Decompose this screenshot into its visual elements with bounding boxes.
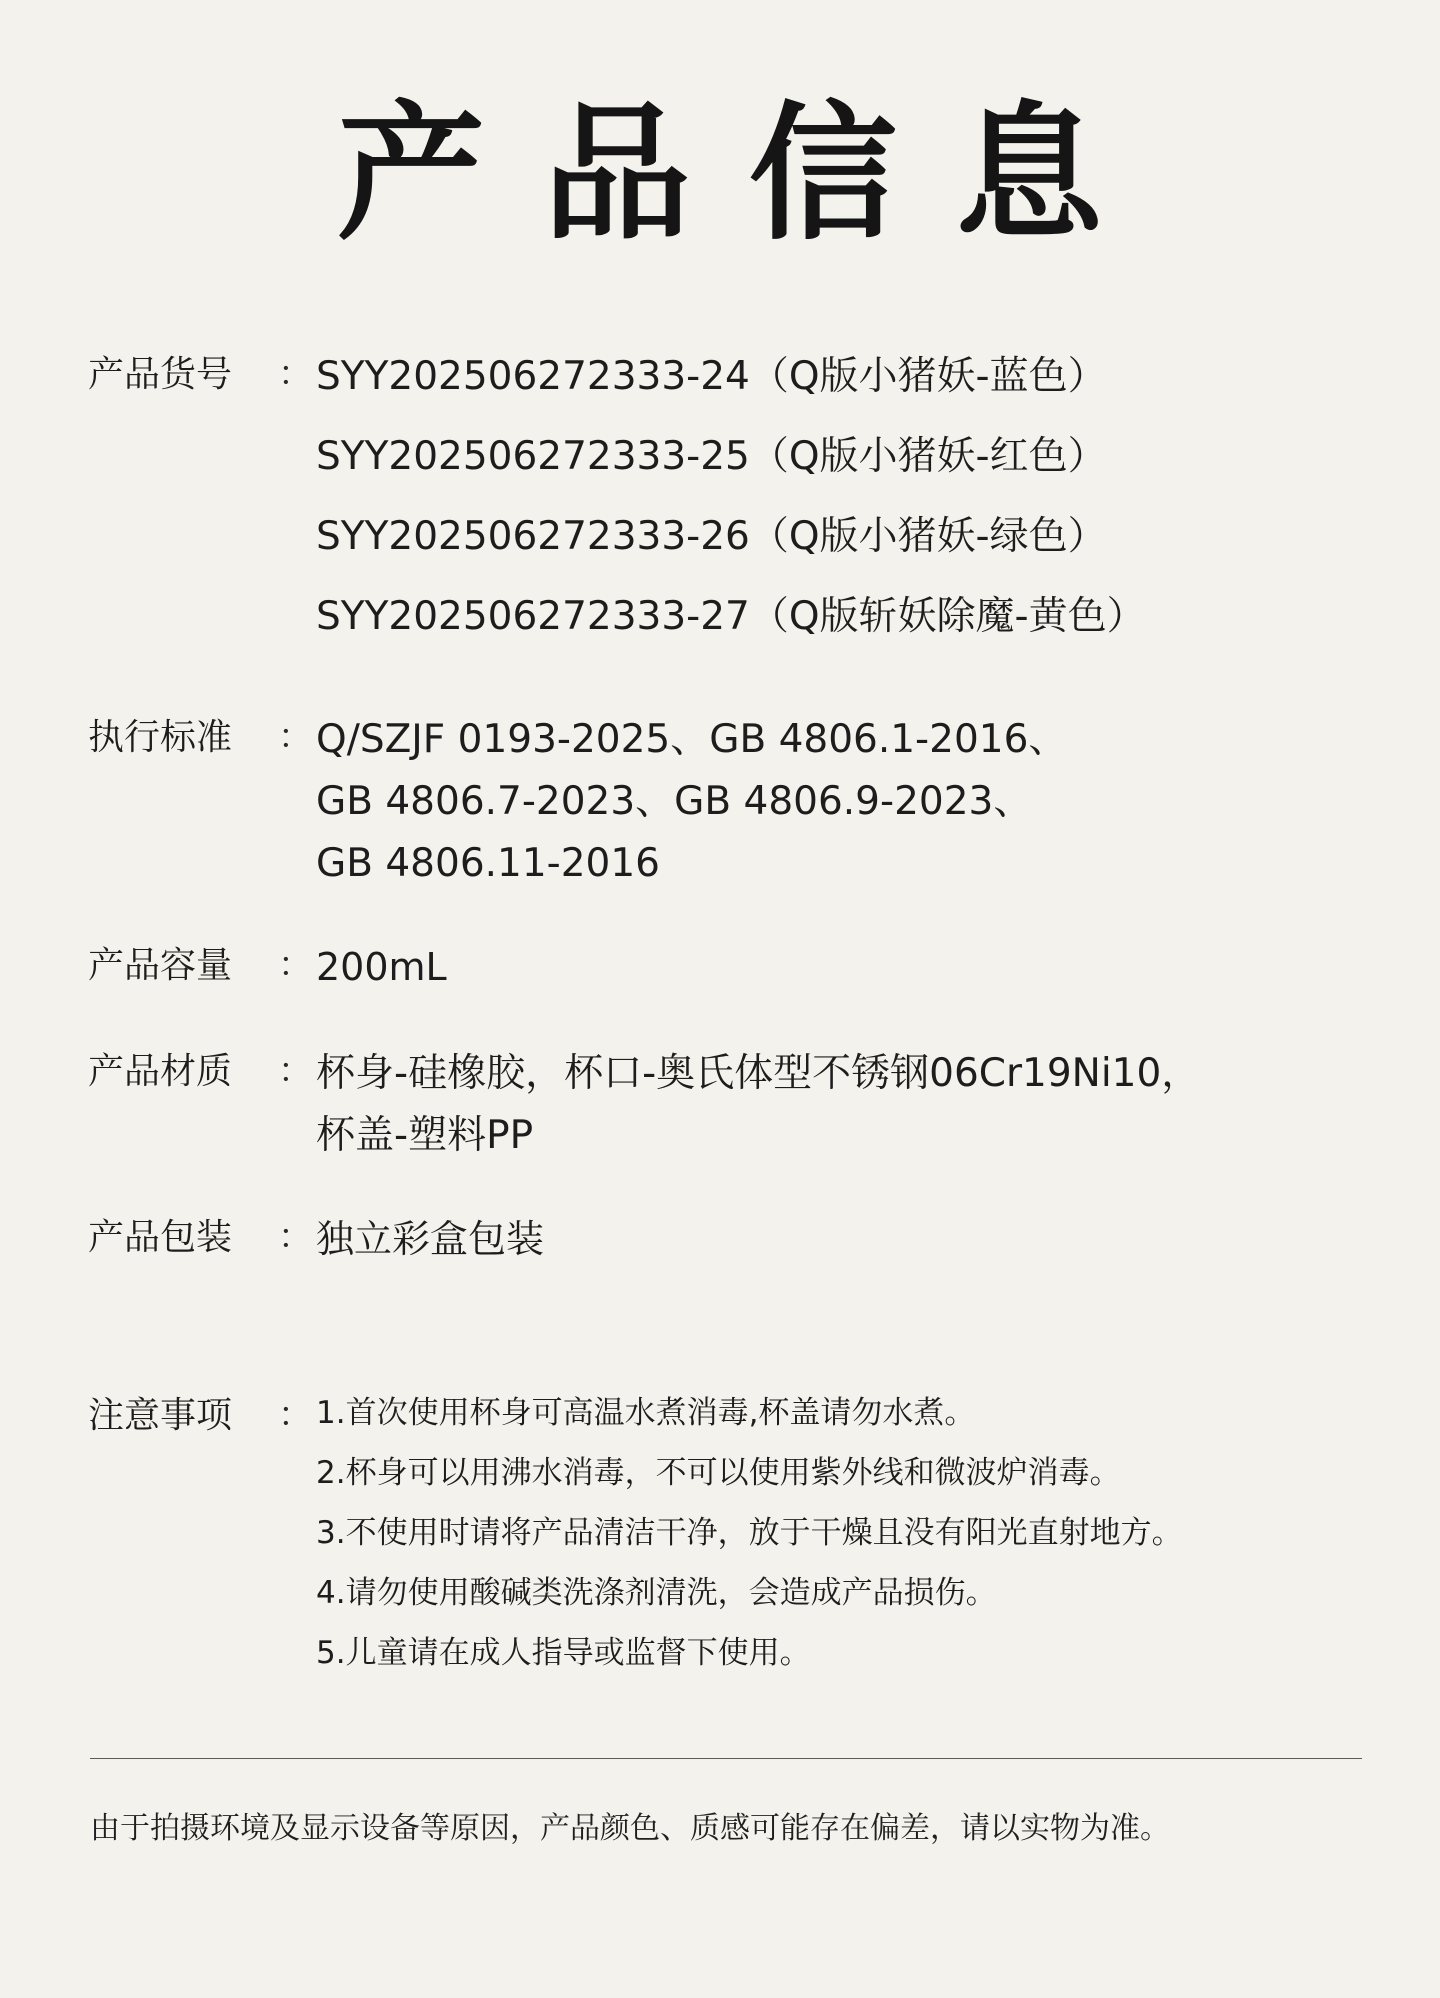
packaging-value: 独立彩盒包装 xyxy=(316,1217,545,1261)
material-section xyxy=(88,1051,1378,1178)
notice-line-5: 5.儿童请在成人指导或监督下使用。 xyxy=(316,1635,811,1671)
packaging-colon: ： xyxy=(278,1217,312,1257)
standard-line-1: Q/SZJF 0193-2025、GB 4806.1-2016、 xyxy=(316,717,1068,762)
product-code-values xyxy=(316,354,1380,677)
product-code-label: 产品货号 xyxy=(88,354,233,395)
material-line-1: 杯身-硅橡胶，杯口-奥氏体型不锈钢06Cr19Ni10， xyxy=(316,1051,1201,1096)
packaging-section xyxy=(88,1217,1378,1270)
capacity-section xyxy=(88,945,1378,998)
standard-section xyxy=(88,717,1378,906)
standard-label: 执行标准 xyxy=(88,717,233,758)
page-title: 产品信息 xyxy=(337,88,1161,260)
notice-label: 注意事项 xyxy=(88,1395,233,1436)
material-label: 产品材质 xyxy=(88,1051,233,1092)
notice-line-1: 1.首次使用杯身可高温水煮消毒,杯盖请勿水煮。 xyxy=(316,1395,976,1431)
capacity-colon: ： xyxy=(278,945,312,985)
product-code-line-3: SYY202506272333-26（Q版小猪妖-绿色） xyxy=(316,514,1107,559)
notice-section xyxy=(88,1395,1378,1708)
product-code-colon: ： xyxy=(278,354,312,394)
product-code-section xyxy=(88,354,1378,697)
notice-values xyxy=(316,1395,1380,1698)
product-code-line-1: SYY202506272333-24（Q版小猪妖-蓝色） xyxy=(316,354,1107,399)
notice-colon: ： xyxy=(278,1395,312,1435)
standard-line-3: GB 4806.11-2016 xyxy=(316,841,660,886)
standard-values xyxy=(316,717,1380,906)
product-code-line-2: SYY202506272333-25（Q版小猪妖-红色） xyxy=(316,434,1107,479)
capacity-label: 产品容量 xyxy=(88,945,233,986)
notice-line-2: 2.杯身可以用沸水消毒，不可以使用紫外线和微波炉消毒。 xyxy=(316,1455,1121,1491)
notice-line-4: 4.请勿使用酸碱类洗涤剂清洗，会造成产品损伤。 xyxy=(316,1575,997,1611)
capacity-value: 200mL xyxy=(316,945,447,989)
material-colon: ： xyxy=(278,1051,312,1091)
material-line-2: 杯盖-塑料PP xyxy=(316,1113,534,1158)
footer-divider xyxy=(90,1758,1362,1759)
footer-disclaimer: 由于拍摄环境及显示设备等原因，产品颜色、质感可能存在偏差，请以实物为准。 xyxy=(90,1811,1170,1846)
packaging-label: 产品包装 xyxy=(88,1217,233,1258)
material-values xyxy=(316,1051,1380,1178)
standard-line-2: GB 4806.7-2023、GB 4806.9-2023、 xyxy=(316,779,1033,824)
product-code-line-4: SYY202506272333-27（Q版斩妖除魔-黄色） xyxy=(316,594,1146,639)
standard-colon: ： xyxy=(278,717,312,757)
notice-line-3: 3.不使用时请将产品清洁干净，放于干燥且没有阳光直射地方。 xyxy=(316,1515,1183,1551)
